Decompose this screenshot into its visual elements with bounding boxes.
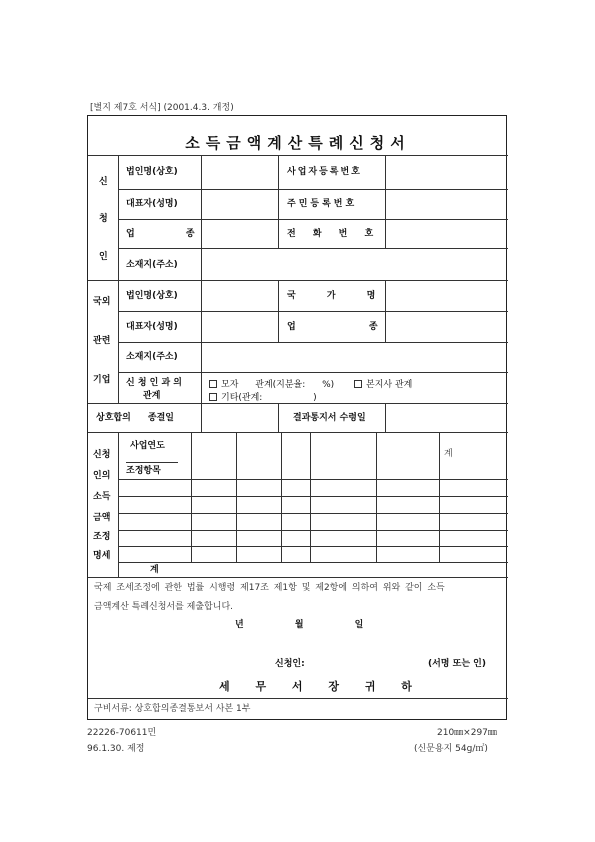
rule: [310, 432, 311, 562]
rule: [118, 546, 508, 547]
address-label: 소재지(주소): [126, 260, 178, 270]
foreign-business-type-label: 업 종: [287, 322, 378, 332]
branch-option-label: 본지사 관계: [366, 380, 413, 390]
rule: [278, 155, 279, 248]
enacted-date: 96.1.30. 제정: [87, 744, 145, 754]
sign-or-seal: (서명 또는 인): [428, 659, 486, 669]
rule: [118, 479, 508, 480]
mutual-agreement-label: 상호합의 종결일: [96, 413, 174, 423]
applicant-section-label: 신: [99, 177, 108, 187]
rule: [278, 403, 279, 432]
corp-name-label: 법인명(상호): [126, 167, 178, 177]
country-label: 국 가 명: [287, 291, 376, 301]
checkbox-icon[interactable]: [209, 393, 217, 401]
parent-sub-option[interactable]: [209, 380, 334, 390]
rule: [118, 496, 508, 497]
checkbox-icon[interactable]: [354, 380, 362, 388]
representative-label: 대표자(성명): [126, 199, 178, 209]
form-code: 22226-70611민: [87, 728, 157, 738]
form-number: [별지 제7호 서식] (2001.4.3. 개정): [90, 103, 234, 113]
rule: [88, 432, 508, 433]
paper-size: 210㎜×297㎜: [437, 728, 497, 738]
application-form: [87, 115, 507, 720]
filing-date: 년 월 일: [235, 620, 364, 630]
rule: [118, 155, 119, 403]
business-year-header: 사업연도: [130, 441, 165, 451]
rule: [201, 403, 202, 432]
branch-option[interactable]: [354, 380, 412, 390]
diagonal-cell-divider: [126, 462, 178, 463]
rule: [118, 432, 119, 577]
recipient: 세 무 서 장 귀 하: [219, 680, 412, 693]
rule: [236, 432, 237, 562]
foreign-corp-name-label: 법인명(상호): [126, 291, 178, 301]
rule: [118, 530, 508, 531]
adjustment-item-header: 조정항목: [126, 466, 161, 476]
foreign-section-label: 관련: [93, 336, 111, 346]
rule: [88, 155, 508, 156]
required-documents: 구비서류: 상호합의종결통보서 사본 1부: [94, 704, 251, 714]
rule: [376, 432, 377, 562]
foreign-address-label: 소재지(주소): [126, 352, 178, 362]
form-title: 소득금액계산특례신청서: [185, 134, 411, 152]
result-notice-label: 결과통지서 수령일: [293, 413, 366, 423]
rule: [281, 432, 282, 562]
rule: [118, 311, 508, 312]
rule: [88, 577, 508, 578]
rule: [191, 432, 192, 562]
applicant-section-label: 인: [99, 252, 108, 262]
detail-section-label: 신청: [93, 450, 111, 460]
relation-label: 신 청 인 과 의: [126, 378, 183, 388]
rule: [278, 280, 279, 342]
detail-section-label: 금액: [93, 513, 111, 523]
detail-section-label: 소득: [93, 492, 111, 502]
detail-section-label: 명세: [93, 551, 111, 561]
foreign-representative-label: 대표자(성명): [126, 322, 178, 332]
rule: [88, 280, 508, 281]
rule: [118, 248, 508, 249]
total-column-header: 계: [444, 449, 453, 459]
rule: [385, 280, 386, 342]
rule: [118, 342, 508, 343]
foreign-section-label: 기업: [93, 375, 111, 385]
rule: [118, 372, 508, 373]
rule: [118, 562, 508, 563]
foreign-section-label: 국외: [93, 297, 111, 307]
rule: [88, 403, 508, 404]
total-row-label: 계: [150, 565, 159, 575]
resident-reg-no-label: 주민등록번호: [287, 199, 358, 209]
relation-label: 관계: [143, 391, 161, 401]
other-option-label: 기타(관계: ): [221, 393, 317, 403]
applicant-signature-label: 신청인:: [275, 659, 305, 669]
rule: [88, 698, 508, 699]
applicant-section-label: 청: [99, 214, 108, 224]
phone-label: 전 화 번 호: [287, 229, 374, 239]
rule: [385, 155, 386, 248]
detail-section-label: 인의: [93, 471, 111, 481]
declaration-line-2: 금액계산 특례신청서를 제출합니다.: [94, 602, 233, 612]
rule: [118, 513, 508, 514]
rule: [201, 155, 202, 403]
business-reg-no-label: 사업자등록번호: [287, 167, 362, 177]
declaration-line-1: 국제 조세조정에 관한 법률 시행령 제17조 제1항 및 제2항에 의하여 위와 같이 소득: [94, 583, 445, 593]
rule: [118, 219, 508, 220]
detail-section-label: 조정: [93, 532, 111, 542]
rule: [385, 403, 386, 432]
business-type-label: 업 종: [126, 229, 195, 239]
checkbox-icon[interactable]: [209, 380, 217, 388]
other-option[interactable]: [209, 393, 317, 403]
rule: [439, 432, 440, 562]
parent-sub-option-label: 모자 관계(지분율: %): [221, 380, 335, 390]
rule: [118, 189, 508, 190]
paper-type: (신문용지 54g/㎡): [414, 744, 488, 754]
